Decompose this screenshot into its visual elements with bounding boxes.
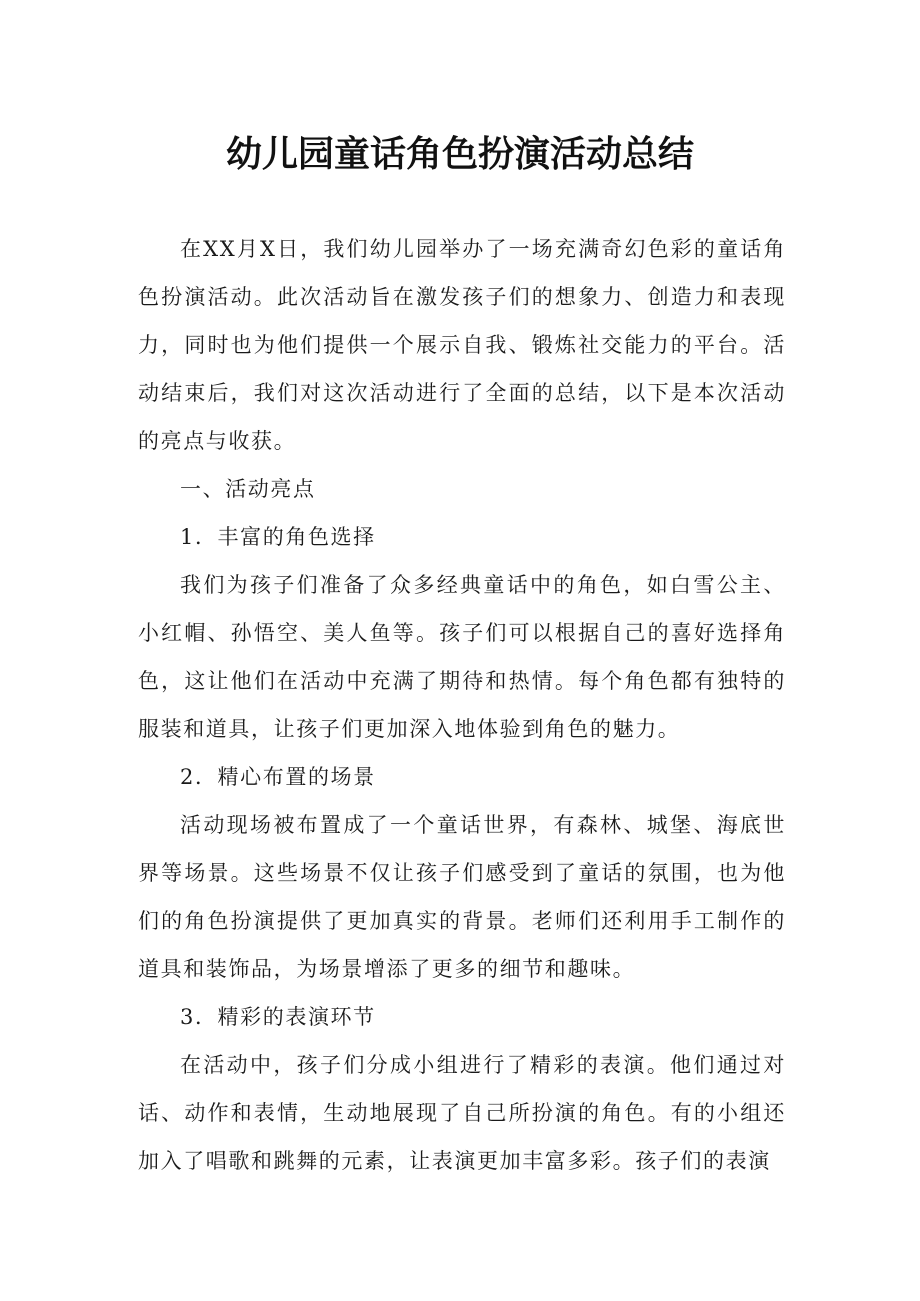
section-heading-highlights: 一、活动亮点 bbox=[180, 477, 316, 501]
paragraph-role-choice: 我们为孩子们准备了众多经典童话中的角色，如白雪公主、小红帽、孙悟空、美人鱼等。孩子们可以根据自己的喜好选择角色，这让他们在活动中充满了期待和热情。每个角色都有独特的服装和道具，让孩子们更加深入地体验到角色的魅力。 bbox=[138, 573, 786, 741]
intro-paragraph: 在XX月X日，我们幼儿园举办了一场充满奇幻色彩的童话角色扮演活动。此次活动旨在激发孩子们的想象力、创造力和表现力，同时也为他们提供一个展示自我、锻炼社交能力的平台。活动结束后，我们对这次活动进行了全面的总结，以下是本次活动的亮点与收获。 bbox=[138, 237, 786, 453]
document-title: 幼儿园童话角色扮演活动总结 bbox=[225, 134, 694, 175]
paragraph-performance: 在活动中，孩子们分成小组进行了精彩的表演。他们通过对话、动作和表情，生动地展现了自己所扮演的角色。有的小组还加入了唱歌和跳舞的元素，让表演更加丰富多彩。孩子们的表演 bbox=[138, 1053, 786, 1173]
subheading-role-choice: 1．丰富的角色选择 bbox=[180, 525, 376, 549]
subheading-performance: 3．精彩的表演环节 bbox=[180, 1005, 376, 1029]
paragraph-scene-setup: 活动现场被布置成了一个童话世界，有森林、城堡、海底世界等场景。这些场景不仅让孩子们感受到了童话的氛围，也为他们的角色扮演提供了更加真实的背景。老师们还利用手工制作的道具和装饰品，为场景增添了更多的细节和趣味。 bbox=[138, 813, 786, 981]
subheading-scene-setup: 2．精心布置的场景 bbox=[180, 765, 376, 789]
document-body bbox=[138, 225, 786, 1185]
